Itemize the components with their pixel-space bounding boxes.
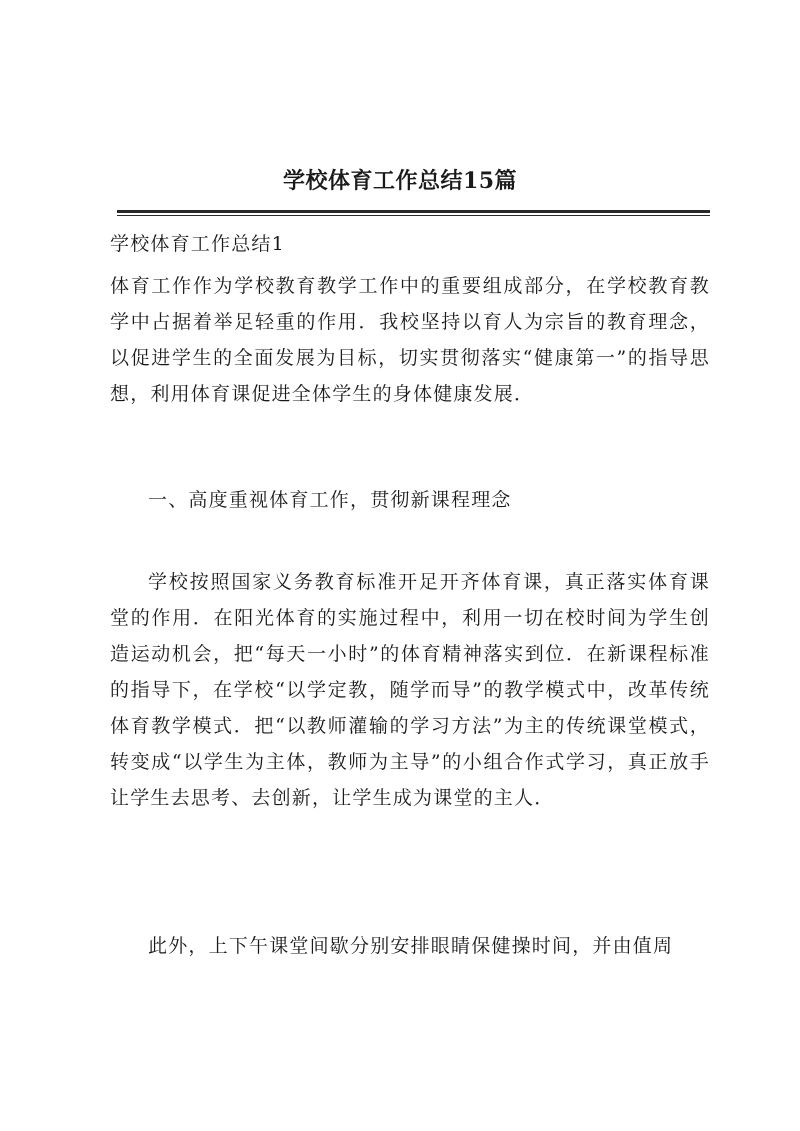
paragraph-curriculum: 学校按照国家义务教育标准开足开齐体育课，真正落实体育课堂的作用．在阳光体育的实施过程中，利用一切在校时间为学生创造运动机会，把“每天一小时”的体育精神落实到位．在新课程标准的指导下，在学校“以学定教，随学而导”的教学模式中，改革传统体育教学模式．把“以教师灌输的学习方法”为主的传统课堂模式，转变成“以学生为主体，教师为主导”的小组合作式学习，真正放手让学生去思考、去创新，让学生成为课堂的主人． — [110, 571, 710, 809]
section-subtitle: 学校体育工作总结1 — [110, 233, 285, 255]
paragraph-eye-exercise: 此外，上下午课堂间歇分别安排眼睛保健操时间，并由值周 — [148, 935, 674, 957]
section-heading: 一、高度重视体育工作，贯彻新课程理念 — [148, 489, 512, 511]
title-divider-thin — [117, 215, 710, 216]
title-divider-thick — [117, 210, 710, 213]
paragraph-intro: 体育工作作为学校教育教学工作中的重要组成部分，在学校教育教学中占据着举足轻重的作用．我校坚持以育人为宗旨的教育理念，以促进学生的全面发展为目标，切实贯彻落实“健康第一”的指导思想，利用体育课促进全体学生的身体健康发展． — [110, 275, 710, 405]
document-title: 学校体育工作总结15篇 — [282, 168, 518, 194]
